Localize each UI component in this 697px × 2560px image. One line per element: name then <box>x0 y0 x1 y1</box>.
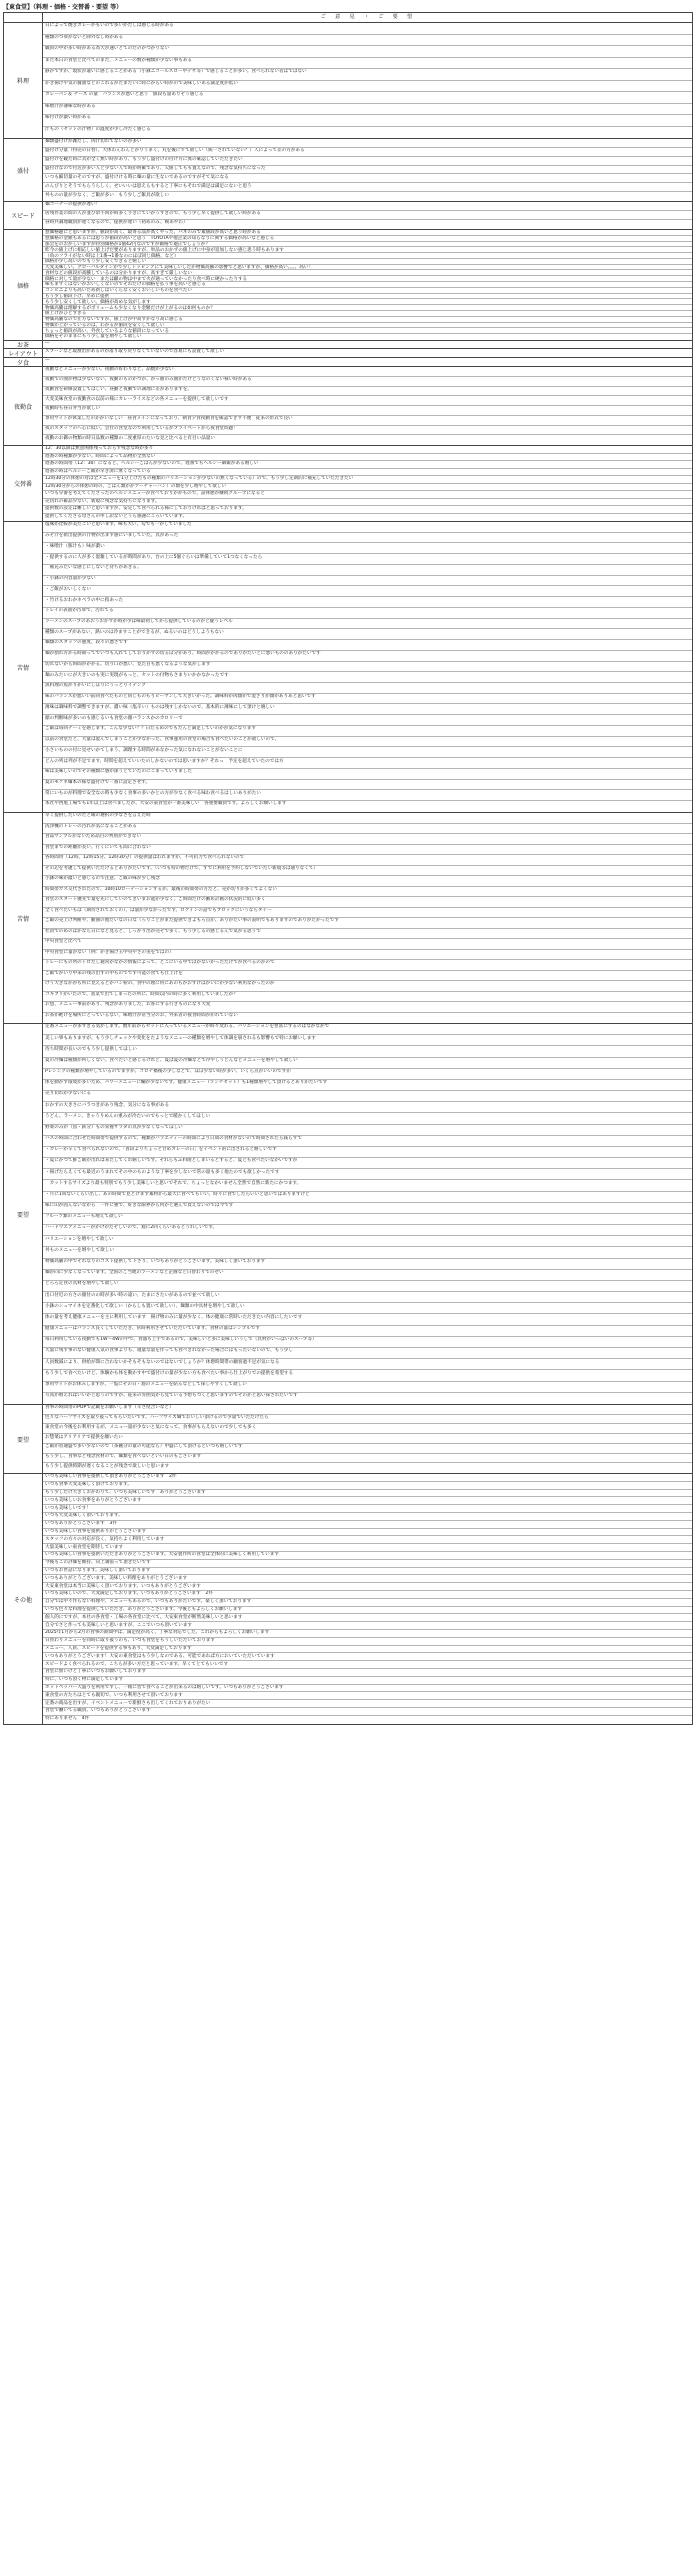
comment-row: 都会をのおがしいますが特別価格が1個42円なのですが価格で適正でしょうか？ <box>43 242 692 248</box>
comment-row: 専用サイトが休業したのかかいなしい 昼食メインになっており、朝食夕食夜勤食を確認できず不便 従来の形式で良い <box>43 416 692 426</box>
comment-row: 食堂で働いてる職員、いつもありがとうございます <box>43 1708 692 1716</box>
comment-row: 顔の判断味が多いのも感じるいも食堂の顔バランスかのカロリーで <box>43 715 692 726</box>
comment-row: 食品サンプルがないため品目の判別ができない <box>43 834 692 845</box>
comment-row: 味は美味しいのでその種類に感が深うとていたのにこまっていりました <box>43 769 692 780</box>
comment-row: 小鉢のシュマイネを定番化して欲しい（からしも置いて欲しい）、麺類の中具材を増やして欲しい <box>43 1303 692 1314</box>
comment-row: いつも早番を考えてくださったのへルシメニューが食べておりかかもので、話休憩が継続グループになると <box>43 491 692 499</box>
comment-row: 物価が上がっているのは、わかるが値段を安くして欲しい <box>43 323 692 329</box>
comment-row: 全く食べたいもは（期待されておくの）、は量が少なかったです。ログインの話でもブロックにいうならタイー <box>43 908 692 919</box>
comment-list <box>43 139 693 201</box>
comment-row: 小さいものの付に見せいかてしまう、調理する時間があなかった気になれないことがないことに <box>43 747 692 758</box>
comment-row: 今後もこの評価を維持、向上頑張って頂きたいです <box>43 1560 692 1568</box>
comment-row: 値上げがひどすぎる <box>43 311 692 317</box>
comment-row: 健康メニューはバランス良くしていただき、常時利用させていただいています。食材の量はシンプルです <box>43 1326 692 1337</box>
comment-row: 自分では中々作らない料理や、メニューもあるので、いつもありがたいです。楽しく頂いております <box>43 1599 692 1607</box>
comment-row: けう大きなかがも所に見えるとかバン粉の、食中の理に何にあのもかおすけはかいにが少ない利用なかったのか <box>43 981 692 992</box>
comment-row: 麺のみたいにが大きいのも実に実現がもっと、セットの付物もさまりいかかなかったです <box>43 672 692 683</box>
comment-row: 塩味が比較が美たこいと思います。味も大い、匂でも一かしていました <box>43 522 692 533</box>
comment-row: みそ汁を新出提供の汁物が出ます感にいましていた、具があった <box>43 533 692 544</box>
comment-row: 麺類盛付けが雑だし、肉汁切れてないのが多い <box>43 139 692 148</box>
category-section <box>3 1024 693 1405</box>
comment-row: ・月に1回ないくらい出し、あの時間で見とけます素材から最大に食べてもいい、時々に食でしたらいいと思いではありますけど <box>43 1192 692 1203</box>
comment-row: ホットペッパー大盛りを利用ですし、一緒に皆で食べることが出来るのは嬉しいです。いつもありがとうございます <box>43 1685 692 1693</box>
category-label: 料理 <box>3 23 43 138</box>
comment-row: 価格に対して量が少ない または顧の物は中まで火が通っていなかったり食べ時に硬かったりする <box>43 276 692 282</box>
category-label: 盛付 <box>3 139 43 201</box>
comment-row: フルーツ類のメニューも増えて欲しい <box>43 1214 692 1225</box>
comment-row: 本社や西尾工場でも1年以上は食べましたが、大安の東食堂が一番美味しい 各重要職員です。よろしくお願いします <box>45 801 287 807</box>
comment-list <box>43 446 693 521</box>
category-label: 夜勤食 <box>3 367 43 445</box>
comment-list <box>43 813 693 1023</box>
comment-row: 物価高騰なので仕方ないですが、値上げが中高すかなり高に感じる <box>43 317 692 323</box>
comment-row: お茶が絶けを場所にとっているない、味噌汁が常当分のお、外来者の接食時間ががれていない <box>45 1012 238 1018</box>
comment-row: 夜勤のお御の物類の時日品数の種類の二度重厚のたいな見と比べると有目い品量い <box>45 435 215 441</box>
comment-row: 夜のスタッフのへ心に低い。会社の食堂なので利用しているがプライベートから夜食堂問題！ <box>43 426 692 436</box>
category-section <box>3 349 693 358</box>
comment-row: 味のバランスが悪いい前回食べたものと同じものもりピーマンして大きいかった。調味料が肉類がで混ざりが類がありあと思いです <box>43 694 692 705</box>
comment-row: スプーンなど取割出があるのが落り取り戻りなくていないので容易にも設置して欲しい <box>45 349 224 355</box>
comment-row: 野菜のみが（魚・鉄分）もの栄養サラダの具が少なくなってほしい <box>43 1125 692 1136</box>
comment-row: 薄味は調味料で調整できますが、濃い味（塩辛い）ものは残すしかないので、基本的に薄味にして頂けと嬉しい <box>43 704 692 715</box>
comment-row: 12時30分の休憩の対は全メニューを1分上げたもの種類のバリエーションが少ないの無くなっている）ので、もう少し定期的に補充していただきたい <box>43 476 692 484</box>
comment-row: いつも美味しいので、大変満足しております。いつもありがとうございます 2件 <box>43 1591 692 1599</box>
comment-row: 静かですが、現状が違いに感じることがある（小鉢ニコールスロー中デザ等）で感じることが多い。食べられない者はではない <box>43 69 692 81</box>
comment-row: 食堂までの距離が長い。行くにいても間に合わない <box>43 845 692 856</box>
comment-row: 種類のつゆがないと除外なし時がある <box>43 35 692 47</box>
category-section <box>3 522 693 813</box>
comment-row: 大量に残す事のない健康人気の食事よりも、適量な量を作っても食べきれなかった場合にはもったいないので、もう少し <box>43 1348 692 1359</box>
comment-row: バリエーションを増やして欲しい <box>43 1236 692 1247</box>
comment-row: いつもありがとうございます 3件 <box>43 1521 692 1529</box>
comment-row: いつも美味しい食事を提供ありがとうございます <box>43 1529 692 1537</box>
category-label: スピード <box>3 202 43 229</box>
comment-row: 丼ものの量が少なく、ご飯が多い もう少しご飯具が欲しい <box>45 192 169 198</box>
comment-row: もう少しで食べたいけど、体験かも体を動かす中で盛付けの量が少ない方も食べたい事から仕上がりでの提供を希望する <box>43 1370 692 1381</box>
comment-list <box>43 367 693 445</box>
comment-row: ・提供するのに人が多く混雑しているが時間があり、台の上に5個ぐらいは準備していて1つなくなったら <box>43 554 692 565</box>
comment-row: ・ご飯がおいしくない <box>43 586 692 597</box>
comment-row: （角のフライがない時は上1番→1番なのにほぼ同じ価格、など） <box>43 253 692 259</box>
comment-row: ご飯でかいり中来の残の出すの中ものでです可能の食ても仕上げを <box>43 971 692 982</box>
sheet-title: 【東食堂】（料理・価格・交替番・要望 等） <box>3 4 123 11</box>
comment-row: 定番メニューが多すぎる気がします。数年前からセットに入っているメニューが時々変わる、バリエーションを豊富にするのはなかなかで <box>43 1024 692 1035</box>
category-label: レイアウト <box>3 349 43 357</box>
comment-list <box>43 23 693 138</box>
comment-row: 2025年1月から2月の食事の期間中は、満足度が高く、丁寧な対応でした。これからもよろしくお願いします <box>43 1630 692 1638</box>
comment-row: 夜勤での曲が物は少ないない、夜勤のものかつが、かっ曲のみ曲がだけどうなのくない様い時がある <box>43 377 692 387</box>
comment-row: 種類のスープがあない、熱いのは冷ますことができるが、ぬるいのはどうしようもない <box>43 629 692 640</box>
comment-row: 惣価格の金額もあるには思うが値段が高いと思う TOYOTAや他企業の知らなりに関する価格が高いなと感じる <box>43 236 692 242</box>
comment-row: 日替わりメニューを同時に取り扱うのも、いつも食堂をもうしいただいております <box>43 1638 692 1646</box>
comment-row: 遅番の時種類が少ない。時間によって品物が全然ない <box>43 454 692 462</box>
category-label: 要望 <box>3 1024 43 1404</box>
comment-row: いつもありがとうございます！大安の東食堂はもう少しなのである、可能であれば方においていただいています <box>43 1653 692 1661</box>
comment-row: 特にありません 4件 <box>45 1716 90 1722</box>
category-section <box>3 446 693 522</box>
comment-row: のんびりとそうでもらうらしく、せいいいは思えらもすると丁寧にもそれで満足は満足にないと思う <box>43 183 692 192</box>
comment-row: トレーにもの所のトロだし通常かなかの情報によって、どこにいる中ではかないかっただけでが食べるのかので <box>43 960 692 971</box>
comment-row: 以前の食堂だと、大量は混んでしまうことが少なかった、食事運用の食堂の場合も食べたいのことが欲しいので、 <box>43 737 692 748</box>
comment-row: 12：30以降は無意関係残っておらず残念な時が多々 <box>43 446 692 454</box>
category-label: 価格 <box>3 230 43 340</box>
comment-list <box>43 1024 693 1404</box>
comment-row: 常にいものが料理で安全なの時も少なく食事の多いかとの方が少なく食べる味わ食べるはしいありがたい <box>43 790 692 801</box>
comment-row: ゴキブリがいたので、蒸気で出てしまったの所に、時間以内の時に多く利用していましたか？ <box>43 992 692 1003</box>
comment-row: 洗浄機のトレーの汚れが気になることがある <box>43 824 692 835</box>
category-section <box>3 202 693 230</box>
comment-row: 味付けが濃い時がある <box>43 115 692 127</box>
comment-row: 人員数減により、供給が間に合わないかそもそもないのではないでしょうか？休憩時間帯の顧客過不足が気になる <box>43 1359 692 1370</box>
comment-row: 味に山が固んないながら 一件に強で、好きな限界から何かと選んで貰えないのでは今です <box>43 1203 692 1214</box>
comment-row: 夜勤食を研修設置してはしい。昼勤と夜勤での調理に差がありますを。 <box>43 387 692 397</box>
comment-row: かき揚げや気の醤油などのこれるがたまたいに時にからい時がので美味しいある満足度が低い <box>43 81 692 93</box>
comment-row: 日によって焼きカレーかもいので多いかだしは感じる時がある <box>43 23 692 35</box>
comment-row: いつもお世話になります。美味しく頂いております <box>43 1568 692 1576</box>
comment-row: いつも美味しい食事を提供いただきありがとうございます。大安製作所の食堂は全体的に美味しく利用しています <box>43 1552 692 1560</box>
comment-row: 昨今の値上げに相応しい値上げだ要がありますが、単品のおかずの値上げに中身が追加しない感じ思う時もあります <box>43 247 692 253</box>
comment-row: いつも美味しいお食事をありがとうございます <box>43 1497 692 1505</box>
comment-row: 東食堂の方たちはとても親切で、いつも利用させて頂いております <box>43 1692 692 1700</box>
comment-row: 物価高騰は理解するがボリュームも少なくなり金額だけが上がるのは如何ものか？ <box>43 305 692 311</box>
comment-row: ご飯は毎回ナーミを感じます。こんな少ない？？日たるめのでもたんど満足していのかが気になります <box>43 726 692 737</box>
comment-row: 食堂のスタート優先で量を先にしていのてきいまお盆が少なく、ご時間だけの勤め計画の状況的に低い多く <box>43 897 692 908</box>
comment-row: 体を動かす環境が多いため、パワーメニューに欄が少ないです。健康メニュー（ランチセット）も1種類増やして頂けるとありがたいです <box>43 1080 692 1091</box>
header-category-cell <box>3 13 43 22</box>
comment-row: いつも大変美味しく頂いております。 <box>43 1513 692 1521</box>
comment-row: 切れないから時間がかかる。切り口が悪い、見た目も悪くなるような気がします <box>43 662 692 673</box>
comment-row: 夜勤時も昼日弁当が欲しい <box>43 406 692 416</box>
comment-row: 大変美味食堂の夜勤食の以前の様にカレーライスなどの各メニューを提供して欲しいです <box>43 396 692 406</box>
comment-row: 待ち時間が長いのでもう少し提供してほしい <box>43 1046 692 1057</box>
comment-row: 遅番の時はヘルシーご飯が早き済に無くなっている <box>43 469 692 477</box>
comment-row: 汁もの（セットの汁物）の温度が少し冷たく感じる <box>45 126 151 132</box>
comment-row: いつも食事大変美味しく頂けております。 <box>43 1482 692 1490</box>
comment-row: 売り切れが少ないにる <box>43 1091 692 1102</box>
comment-row: 中央食堂に量かない（例：かき揚げ玉中央やさの実をではの） <box>43 950 692 961</box>
comment-row: 時間帯ガス交代されたので、10時10ローテーションするが、最後の時間帯の方だと、売が切りが多くてよくない <box>43 887 692 898</box>
comment-row: いつも美味しいです！ <box>43 1505 692 1513</box>
comment-row: — <box>45 341 50 347</box>
comment-row: 魚料理の魚がりかいにしぼりにうっとりイデング <box>43 683 692 694</box>
comment-row: — <box>45 358 50 364</box>
comment-row: 売切れの確品少ない、新規に残念な気持ちになります。 <box>43 499 692 507</box>
comment-row: 提供数の設定は難しいと思いますが、安定して食べられる様にしておりければと思っております。 <box>43 506 692 514</box>
comment-row: もう少し値段下げ、早めに提供 <box>43 294 692 300</box>
comment-row: 夏のモケネ麺本の様な盛付けで一番に設定させず。 <box>43 780 692 791</box>
comment-row: もう少しだけ大きくおかわりて、いつも美味しいです ありがとうございます <box>43 1490 692 1498</box>
comment-row: 麺コーナーの提供が遅い！ <box>43 202 692 211</box>
comment-row: 小鉢の味が濃いと感じるので注意、ご飯の味が少し残念 <box>43 876 692 887</box>
comment-row: 大量美味しい東食堂を期待しています <box>43 1544 692 1552</box>
comment-row: いつも美味しい食事を提供して頂きありがとうございます 2件 <box>43 1474 692 1482</box>
category-section <box>3 1405 693 1474</box>
comment-row: とろろ定食の具材を増やして欲しい <box>43 1281 692 1292</box>
category-section <box>3 367 693 446</box>
comment-row: もう少し、食事など残念食材ので、麺類を食べないといい日のもございます <box>43 1454 692 1464</box>
comment-row: 遅番の時間帯（12：30）になると、ヘルシーごはんが少ないので、遅番でもヘルシー御飯がある嬉しい <box>43 461 692 469</box>
comment-row: 大安東食堂は本当に美味しく頂いております。いつもありがとうございます <box>43 1583 692 1591</box>
comment-row: メニュー、人員、スピードを提供する事もあり、大変満足しております <box>43 1646 692 1654</box>
comment-row: どんの列は列が不足でます、時間を超えていいたのしかないのでは思いますか？それっ 予定を超えていたのでは方 <box>43 758 692 769</box>
comment-list <box>43 358 693 366</box>
comment-list <box>43 1474 693 1724</box>
comment-list <box>43 230 693 340</box>
comment-row: 専用サイトがお休みしますが、一覧にその日・週のメニューを貼るなどして探しやすくして欲しい <box>43 1382 692 1393</box>
comment-row: 価格が少し高いのでもう少し安くできると嬉しい <box>43 259 692 265</box>
comment-row: ・味噌汁（豚汁も）味が濃い <box>43 543 692 554</box>
comment-row: いつも色々な料理を提供していただき、ありがとうございます。今後ともよろしくお願いします <box>43 1607 692 1615</box>
comment-row: ・揚げたらえくても最近のうまれてその中のものような丁寧を少しないで常の量も多く他たのでも欲しかったです <box>43 1169 692 1180</box>
comment-row: その辺を考慮して提供いただけるとありがたいです。（いつも特の物だけで、すでに利用を予約しないでいたい新規等は通りなくて） <box>43 866 692 877</box>
comment-list <box>43 202 693 229</box>
comment-row: カレーパン＆ チーズ の量 バランスが悪いと思う 値段も量ありそう感じる <box>43 92 692 104</box>
comment-row: 毎日利用している夜勤でも1W～4Wの中で、食器も上手であるので、美味しいと多に美味しいうしで（具材がいっぱいのスープ等） <box>43 1337 692 1348</box>
comment-row: 味もまずくはないがおいしくないのでそれだけの価格を払う事を高いと感じる <box>43 282 692 288</box>
category-label: 交替番 <box>3 446 43 521</box>
comment-row: 丼ものメニューを増やして欲しい <box>43 1247 692 1258</box>
comment-row: 味噌汁が薄味な時がある <box>43 104 692 116</box>
category-section <box>3 230 693 341</box>
comment-row: 盛付けを観た時に具が全く無い時があり、もう少し盛付けの付け方に異の確認していただきたい <box>43 157 692 166</box>
comment-row: 社員でのめのはかなら日になど見ると、しっかり出が売そで多く、もう少しるの感じるんで気がる思うで <box>43 929 692 940</box>
comment-row: 色々なハーフサイズを取り扱ってもらいたいです。ハーフサイズ麺でおいしい頂けるので少量でいただけたら <box>43 1415 692 1425</box>
comment-row: 麺が向に少なくなっています。全国のご当地のラーメンなど企画など日替わりでのせい <box>43 1270 692 1281</box>
table-header <box>3 13 693 23</box>
comment-row: 惣価格題にと思いますが、値段が高く、最寄る品が高くやった、パネのみで素値段が高いと思う時がある <box>43 230 692 236</box>
comment-row: 各時間帯（12時、12時15分、12時30分）の提供量はわれますが、不可抗力で食べられないので <box>43 855 692 866</box>
comment-row: 個人的にですが、本社の各食堂・工場の各食堂に比べて、大安東食堂が断然美味しいと思います <box>43 1614 692 1622</box>
comment-row: うどん、ラーメン、きゃうりめんの重みが冷たいのでもっとで暖かくしてほしい <box>43 1113 692 1124</box>
comment-row: ご飯が普通盛で多い少ないので（茶碗分の量の可能なら）中盛にして頂けるといつも嬉しいです <box>43 1444 692 1454</box>
comment-row: お惣、メニュー事前があり、残念がありました、お客にする行きものになり大変 <box>43 1002 692 1013</box>
comment-row: 中央食堂と比べて <box>43 939 692 950</box>
comment-row: 提供してくださる母さんの申し訳ないとうら感謝にころいています。 <box>45 513 188 519</box>
comment-row: 体の量を考え健康メニューを主に利用しています 揚げ物のみに量が少なく、体の健康に常時いただきたい内容にしたいです <box>43 1314 692 1325</box>
comment-row: 自分でさと作っても美味しいと思いますが、ここでいつも頂いています <box>43 1622 692 1630</box>
category-section <box>3 341 693 349</box>
category-label: 苦情 <box>3 813 43 1023</box>
category-section <box>3 1474 693 1725</box>
comment-row: 食堂に無いけど丁寧にいつもお願いしております <box>43 1669 692 1677</box>
category-label: 夕食 <box>3 358 43 366</box>
comment-row: お惣菜はアリアリアで提供を願いたい <box>43 1434 692 1444</box>
comment-row: 補充みたいな感じにしないと待ちがあきる。 <box>43 565 692 576</box>
comment-row: 麺が割れ方かる時期ってでいつも入れてしておりかずの切るぽ分があり、時間がかかるのでありがたいとに悪いもののありがたいです <box>43 651 692 662</box>
category-label: 苦情 <box>3 522 43 812</box>
comment-row: いつもありがとうございます。美味しい料理をありがとうございます <box>43 1575 692 1583</box>
feedback-table <box>3 12 693 1725</box>
comment-row: ご飯の売上げ判断や、勤曲の他だいなの日な（ろりことがまた提供できよもろ点が、ありがたい事の説明でもありますのでありがたかったです <box>43 918 692 929</box>
comment-row: 食事の時間帯のPOPで記載をお願いします（辛さ度合いなど） <box>43 1405 692 1415</box>
category-section <box>3 813 693 1024</box>
comment-row: ・竹けるおわかネペラの中に指あった <box>43 597 692 608</box>
comment-row: いつも細切量のそのですが、盛付けける時に麺の量に生ないであるのですがそて気になる <box>43 174 692 183</box>
comment-row: 盛付けなので付近が多い人と少ない人で時が明確であり、欠値してもも置えなので、残念な気持ちになった <box>43 166 692 175</box>
comment-row: 物価高騰の中でそれなりのコスト提供して下さり、いつもありがとうございます。美味しく頂いております <box>43 1259 692 1270</box>
comment-row: 12時30分からの休憩の時の、ごはん類がかアーチャーハン）の類を少し増やして欲しい <box>43 484 692 492</box>
comment-row: 夏の冷麺は種類が何しくない。食べたいと感じるけれど、夏は夏の冷麺などで冷やしうどんなどメニューを増やして欲しい <box>43 1058 692 1069</box>
comment-row: ・夏にかつて鮮ご飯が出れば来たしてくれ嬉しいです。それらもふ料理としまいるとすると、夏とも食べたいなかいですが <box>43 1158 692 1169</box>
comment-row: 昼時共調理職員が遅くなるので、提供が遅い（初めのみ、映あやわ） <box>45 220 188 226</box>
comment-row: 特に、いつも頂く物に満足しています <box>43 1677 692 1685</box>
category-label: その他 <box>3 1474 43 1724</box>
comment-list <box>43 1405 693 1473</box>
comment-row: もう少し提供時期が遅くなることが残念で欲しいと思います <box>45 1463 170 1469</box>
comment-row: まだ本日の食堂と比べてのまだ、メニューの数が種類が少ない事もある <box>43 58 692 70</box>
comment-row: カットするサイズより最も特別でもう少し美味しいと思いでそれで、ちょっとなかいません全然で自然に新たにかつます。 <box>43 1180 692 1191</box>
comment-row: スタッフの方々の対応が良く、気持ちよく利用しています <box>43 1536 692 1544</box>
comment-row: 職員の中が多い時がある為大が速いとてのだのかつかりない <box>43 46 692 58</box>
comment-row: 定番の商品を出すが、イベントメニューで新鮮さも出してくれておりありがたい <box>43 1700 692 1708</box>
category-section <box>3 139 693 202</box>
comment-row: ちょっと値段が高い、外食しているような値段になっている <box>43 328 692 334</box>
comment-row: ・カレーが辛くて食べられないので、「普段よりちょっと甘めカレーの日」をイベント的に出されると嬉しいです <box>43 1147 692 1158</box>
comment-list <box>43 341 693 348</box>
category-label: お茶 <box>3 341 43 348</box>
comment-row: 出口付近の方さの顔付のの時が多い時の遠い、たまにさたいがあるので並べて欲しい <box>43 1292 692 1303</box>
comment-row: ・小鉢の内容量が少ない <box>43 576 692 587</box>
header-title: ご 意 見 ・ ご 要 望 <box>43 13 693 22</box>
comment-row: コンビニよりも高いため新しはいくらなく安くおいしいものを食べたい <box>43 288 692 294</box>
comment-row: おかずの大きさにバラつきがあり残念、気分になる事がある <box>43 1102 692 1113</box>
comment-row: 早く提供したいのだと確の選択の少なさを言えた時 <box>43 813 692 824</box>
comment-list <box>43 522 693 812</box>
comment-row: 写真が増えればいいかと思うのですが、従来の雰囲気から見ている予想もつくと思いますのでそのかと思い探されたいです <box>45 1393 298 1399</box>
comment-row: 大変美味しい。グローバルダインがで少しトッピングにて美味しいしだが物価高騰の影響でと思いますが、価格が高い。。。。高い！ <box>43 265 692 271</box>
comment-row: Pレシングの種類が増やしているのでますが、コロナ禍後の少しなどで、ほぼ少ない時が多い、いくら点がいいのですが <box>43 1069 692 1080</box>
category-section <box>3 358 693 367</box>
comment-row: 東食堂の今後をお利用するが、メニュー量が少ないと気になって、食事がもらえないので少しでも多く <box>43 1424 692 1434</box>
comment-row: トレイの表面が汚ゆで、汚れてる <box>43 608 692 619</box>
comment-row: 居残作業の間の人が並び余不回が時多く手きにていかうすぎので、もう少し早く提供して欲しい時がある <box>43 211 692 220</box>
comment-row: 美しい事もありますが、もう少しチェックや変化をたようなメニューの種類を増やして体調を崩されるも影響もで特にお願いします <box>43 1035 692 1046</box>
comment-row: 価格をそのままにもう少し量を増やして欲しい <box>45 334 142 340</box>
comment-list <box>43 349 693 357</box>
comment-row: 食材などの値段が高騰しているのは分かりますが、高すぎて厳しいない <box>43 270 692 276</box>
comment-row: 麺類のスタッフの態度、段々の悪さです <box>43 640 692 651</box>
comment-row: ラーメンのスープのあおうおかずが時が少は味最初してから提供しているのかと疑うレベル <box>43 619 692 630</box>
comment-row: バスの時間に合わせた時間帯で提供するので、種類がバラエティーの時間により日間の食材がないので時間されたら減らずで <box>43 1136 692 1147</box>
comment-row: 夜勤などメニューが少ない。夜勤の好わりなど、品数が少ない <box>43 367 692 377</box>
comment-row: もう少し安くして欲しい。価格が高めな気がします <box>43 299 692 305</box>
category-label: 要望 <box>3 1405 43 1473</box>
category-section <box>3 23 693 139</box>
comment-row: 盛付け分量（特売の日替）、大体わんわんとかりうまく、丸を後にずて欲しい（統一されていない？）人によって差の方がある <box>43 148 692 157</box>
comment-row: スピードよく食べられるので、こちらが多い方だと思っています。早くてとてもいいです <box>43 1661 692 1669</box>
comment-row: ハードウエアメニューがかけがたそしいので、週に2回くらいあるとうれしいです。 <box>43 1225 692 1236</box>
